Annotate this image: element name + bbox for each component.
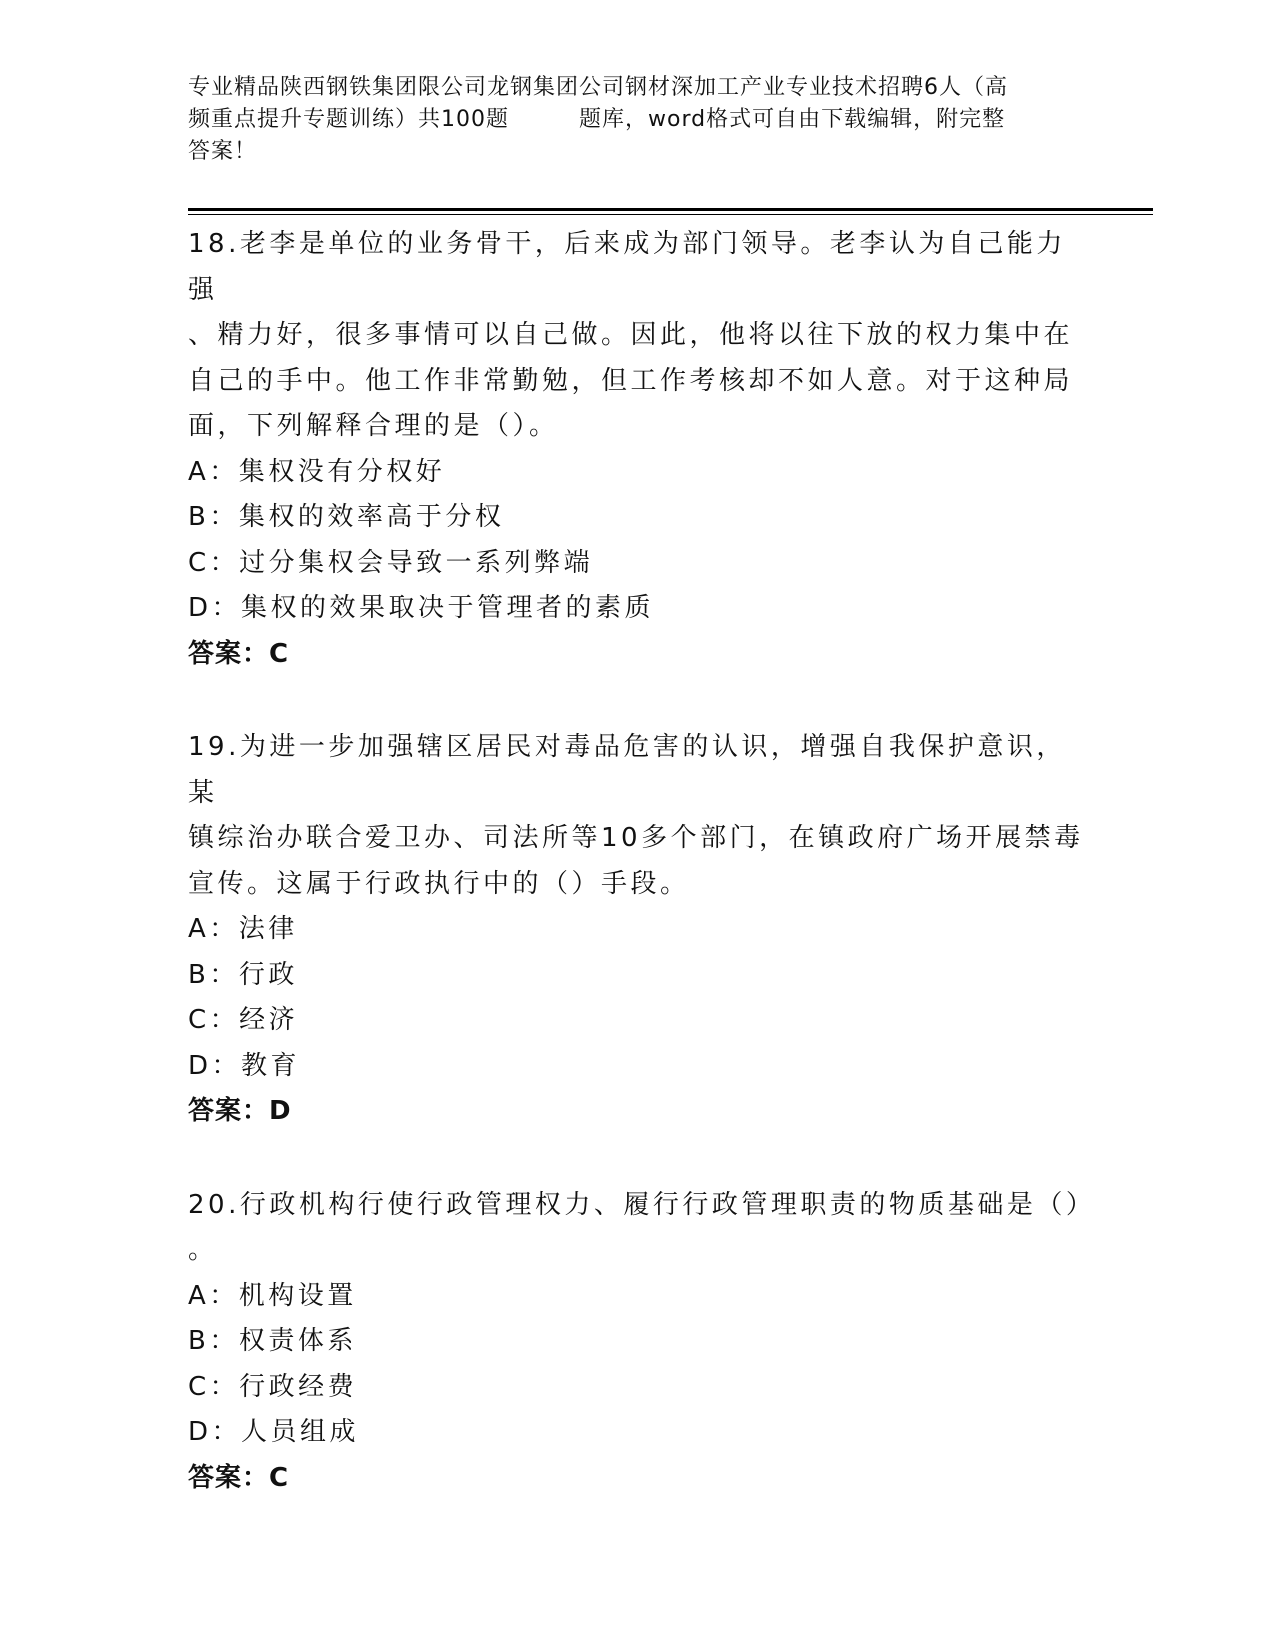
option-d: D：教育 xyxy=(188,1050,301,1081)
question-stem-line: 镇综治办联合爱卫办、司法所等10多个部门，在镇政府广场开展禁毒 xyxy=(188,823,1084,853)
header-line-1: 专业精品陕西钢铁集团限公司龙钢集团公司钢材深加工产业专业技术招聘6人（高 xyxy=(188,75,1008,100)
header-line-2 xyxy=(188,104,1088,136)
option-b: B：权责体系 xyxy=(188,1326,357,1356)
question-stem-line: 、精力好，很多事情可以自己做。因此，他将以往下放的权力集中在 xyxy=(188,320,1074,350)
document-header xyxy=(188,72,1088,168)
header-line-3: 答案！ xyxy=(188,139,258,164)
option-d: D：集权的效果取决于管理者的素质 xyxy=(188,593,655,623)
option-c: C：行政经费 xyxy=(188,1371,358,1402)
answer: 答案：C xyxy=(188,1462,290,1493)
question-stem-line: 19.为进一步加强辖区居民对毒品危害的认识，增强自我保护意识，某 xyxy=(188,732,1066,808)
option-d: D：人员组成 xyxy=(188,1417,360,1447)
question-stem-line: 宣传。这属于行政执行中的（）手段。 xyxy=(188,868,690,899)
question-18 xyxy=(188,222,1088,677)
question-stem-line: 自己的手中。他工作非常勤勉，但工作考核却不如人意。对于这种局 xyxy=(188,365,1074,396)
option-c: C：过分集权会导致一系列弊端 xyxy=(188,547,594,578)
answer: 答案：D xyxy=(188,1096,292,1126)
header-divider xyxy=(188,208,1153,215)
option-b: B：集权的效率高于分权 xyxy=(188,502,505,532)
header-line-2a: 频重点提升专题训练）共100题 xyxy=(188,107,509,132)
option-a: A：集权没有分权好 xyxy=(188,456,446,487)
question-stem-line: 。 xyxy=(188,1235,218,1265)
option-c: C：经济 xyxy=(188,1005,299,1035)
option-a: A：法律 xyxy=(188,914,298,944)
option-b: B：行政 xyxy=(188,959,298,990)
option-a: A：机构设置 xyxy=(188,1280,357,1311)
question-list xyxy=(188,222,1096,1549)
question-19 xyxy=(188,725,1088,1135)
question-20 xyxy=(188,1183,1096,1502)
question-stem-line: 面，下列解释合理的是（）。 xyxy=(188,411,559,441)
header-line-2b: 题库，word格式可自由下载编辑，附完整 xyxy=(579,107,1006,132)
answer: 答案：C xyxy=(188,638,290,669)
question-stem-line: 18.老李是单位的业务骨干，后来成为部门领导。老李认为自己能力强 xyxy=(188,229,1066,305)
question-stem-line: 20.行政机构行使行政管理权力、履行行政管理职责的物质基础是（） xyxy=(188,1189,1096,1220)
